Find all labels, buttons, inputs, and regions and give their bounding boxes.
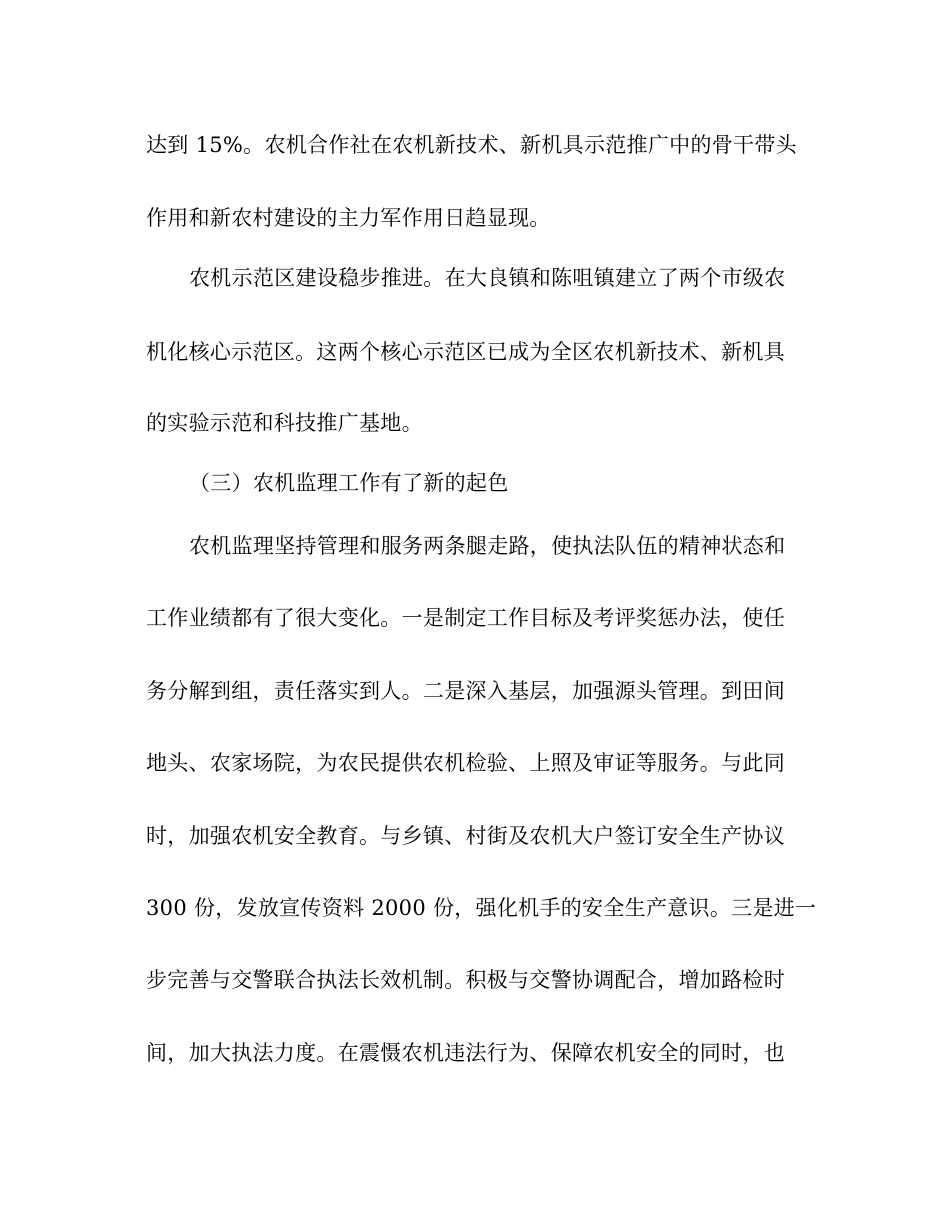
paragraph-line: 工作业绩都有了很大变化。一是制定工作目标及考评奖惩办法，使任 — [146, 606, 785, 630]
paragraph-line: 作用和新农村建设的主力军作用日趋显现。 — [146, 206, 551, 230]
paragraph-line: 达到 15%。农机合作社在农机新技术、新机具示范推广中的骨干带头 — [146, 133, 797, 157]
paragraph-line: 的实验示范和科技推广基地。 — [146, 411, 423, 435]
paragraph-first-line: 农机监理坚持管理和服务两条腿走路，使执法队伍的精神状态和 — [189, 534, 786, 558]
paragraph-line: 地头、农家场院，为农民提供农机检验、上照及审证等服务。与此同 — [146, 751, 785, 775]
paragraph-line: 时，加强农机安全教育。与乡镇、村街及农机大户签订安全生产协议 — [146, 824, 785, 848]
paragraph-line: 务分解到组，责任落实到人。二是深入基层，加强源头管理。到田间 — [146, 679, 785, 703]
paragraph-first-line: 农机示范区建设稳步推进。在大良镇和陈咀镇建立了两个市级农 — [189, 266, 786, 290]
section-heading: （三）农机监理工作有了新的起色 — [189, 471, 509, 495]
paragraph-line: 步完善与交警联合执法长效机制。积极与交警协调配合，增加路检时 — [146, 968, 785, 992]
paragraph-line: 300 份，发放宣传资料 2000 份，强化机手的安全生产意识。三是进一 — [146, 896, 817, 920]
paragraph-line: 机化核心示范区。这两个核心示范区已成为全区农机新技术、新机具 — [146, 340, 785, 364]
paragraph-line: 间，加大执法力度。在震慑农机违法行为、保障农机安全的同时，也 — [146, 1041, 785, 1065]
